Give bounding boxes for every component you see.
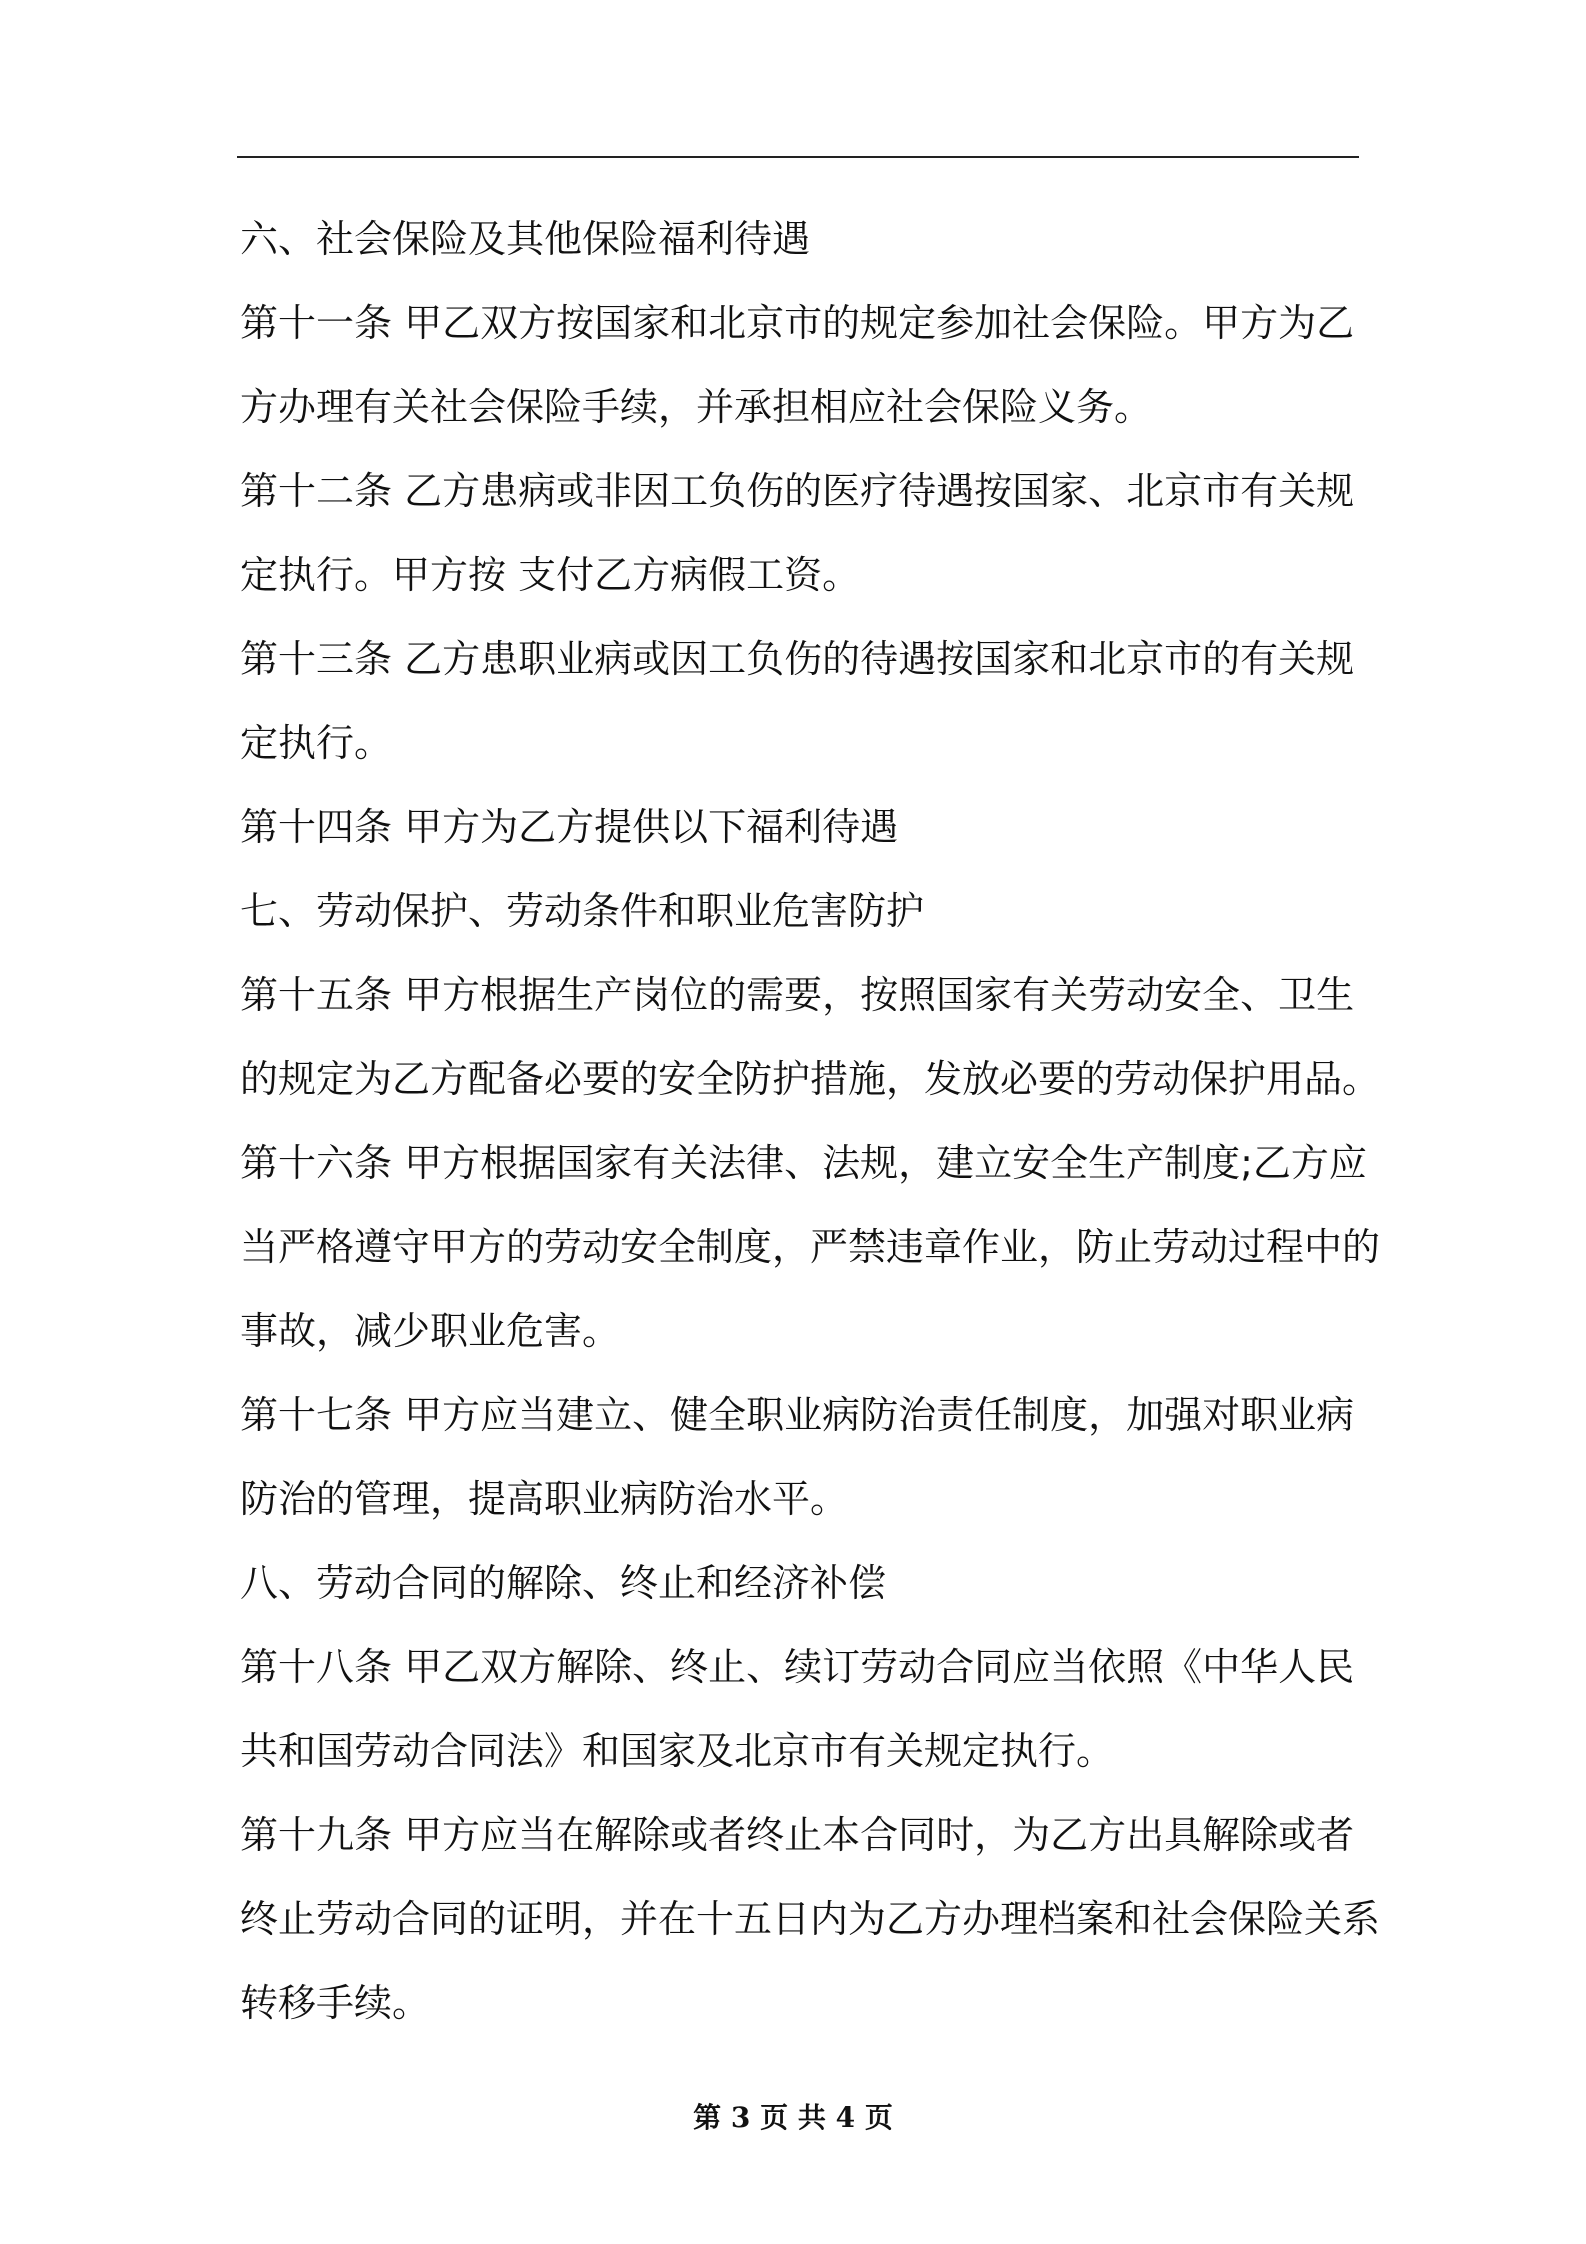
text-line: 转移手续。 bbox=[240, 1981, 431, 2025]
text-line: 第十九条 甲方应当在解除或者终止本合同时，为乙方出具解除或者 bbox=[240, 1813, 1355, 1857]
text-line: 第十三条 乙方患职业病或因工负伤的待遇按国家和北京市的有关规 bbox=[240, 637, 1355, 681]
text-line: 第十八条 甲乙双方解除、终止、续订劳动合同应当依照《中华人民 bbox=[240, 1645, 1355, 1689]
document-body bbox=[240, 197, 1381, 2045]
text-line: 共和国劳动合同法》和国家及北京市有关规定执行。 bbox=[240, 1729, 1115, 1773]
section-heading: 七、劳动保护、劳动条件和职业危害防护 bbox=[240, 889, 925, 933]
text-line: 定执行。 bbox=[240, 721, 393, 765]
text-line: 防治的管理，提高职业病防治水平。 bbox=[240, 1477, 849, 1521]
text-line: 第十二条 乙方患病或非因工负伤的医疗待遇按国家、北京市有关规 bbox=[240, 469, 1355, 513]
header-rule bbox=[237, 156, 1359, 158]
text-line: 第十七条 甲方应当建立、健全职业病防治责任制度，加强对职业病 bbox=[240, 1393, 1355, 1437]
text-line: 第十六条 甲方根据国家有关法律、法规，建立安全生产制度;乙方应 bbox=[240, 1141, 1367, 1185]
text-line: 当严格遵守甲方的劳动安全制度，严禁违章作业，防止劳动过程中的 bbox=[240, 1225, 1381, 1269]
text-line: 事故，减少职业危害。 bbox=[240, 1309, 621, 1353]
text-line: 定执行。甲方按 支付乙方病假工资。 bbox=[240, 553, 861, 597]
section-heading: 八、劳动合同的解除、终止和经济补偿 bbox=[240, 1561, 887, 1605]
text-line: 方办理有关社会保险手续，并承担相应社会保险义务。 bbox=[240, 385, 1153, 429]
text-line: 终止劳动合同的证明，并在十五日内为乙方办理档案和社会保险关系 bbox=[240, 1897, 1381, 1941]
section-heading: 六、社会保险及其他保险福利待遇 bbox=[240, 217, 811, 261]
text-line: 第十一条 甲乙双方按国家和北京市的规定参加社会保险。甲方为乙 bbox=[240, 301, 1355, 345]
text-line: 第十四条 甲方为乙方提供以下福利待遇 bbox=[240, 805, 899, 849]
page-number: 第 3 页 共 4 页 bbox=[693, 2101, 893, 2134]
text-line: 第十五条 甲方根据生产岗位的需要，按照国家有关劳动安全、卫生 bbox=[240, 973, 1355, 1017]
text-line: 的规定为乙方配备必要的安全防护措施，发放必要的劳动保护用品。 bbox=[240, 1057, 1381, 1101]
